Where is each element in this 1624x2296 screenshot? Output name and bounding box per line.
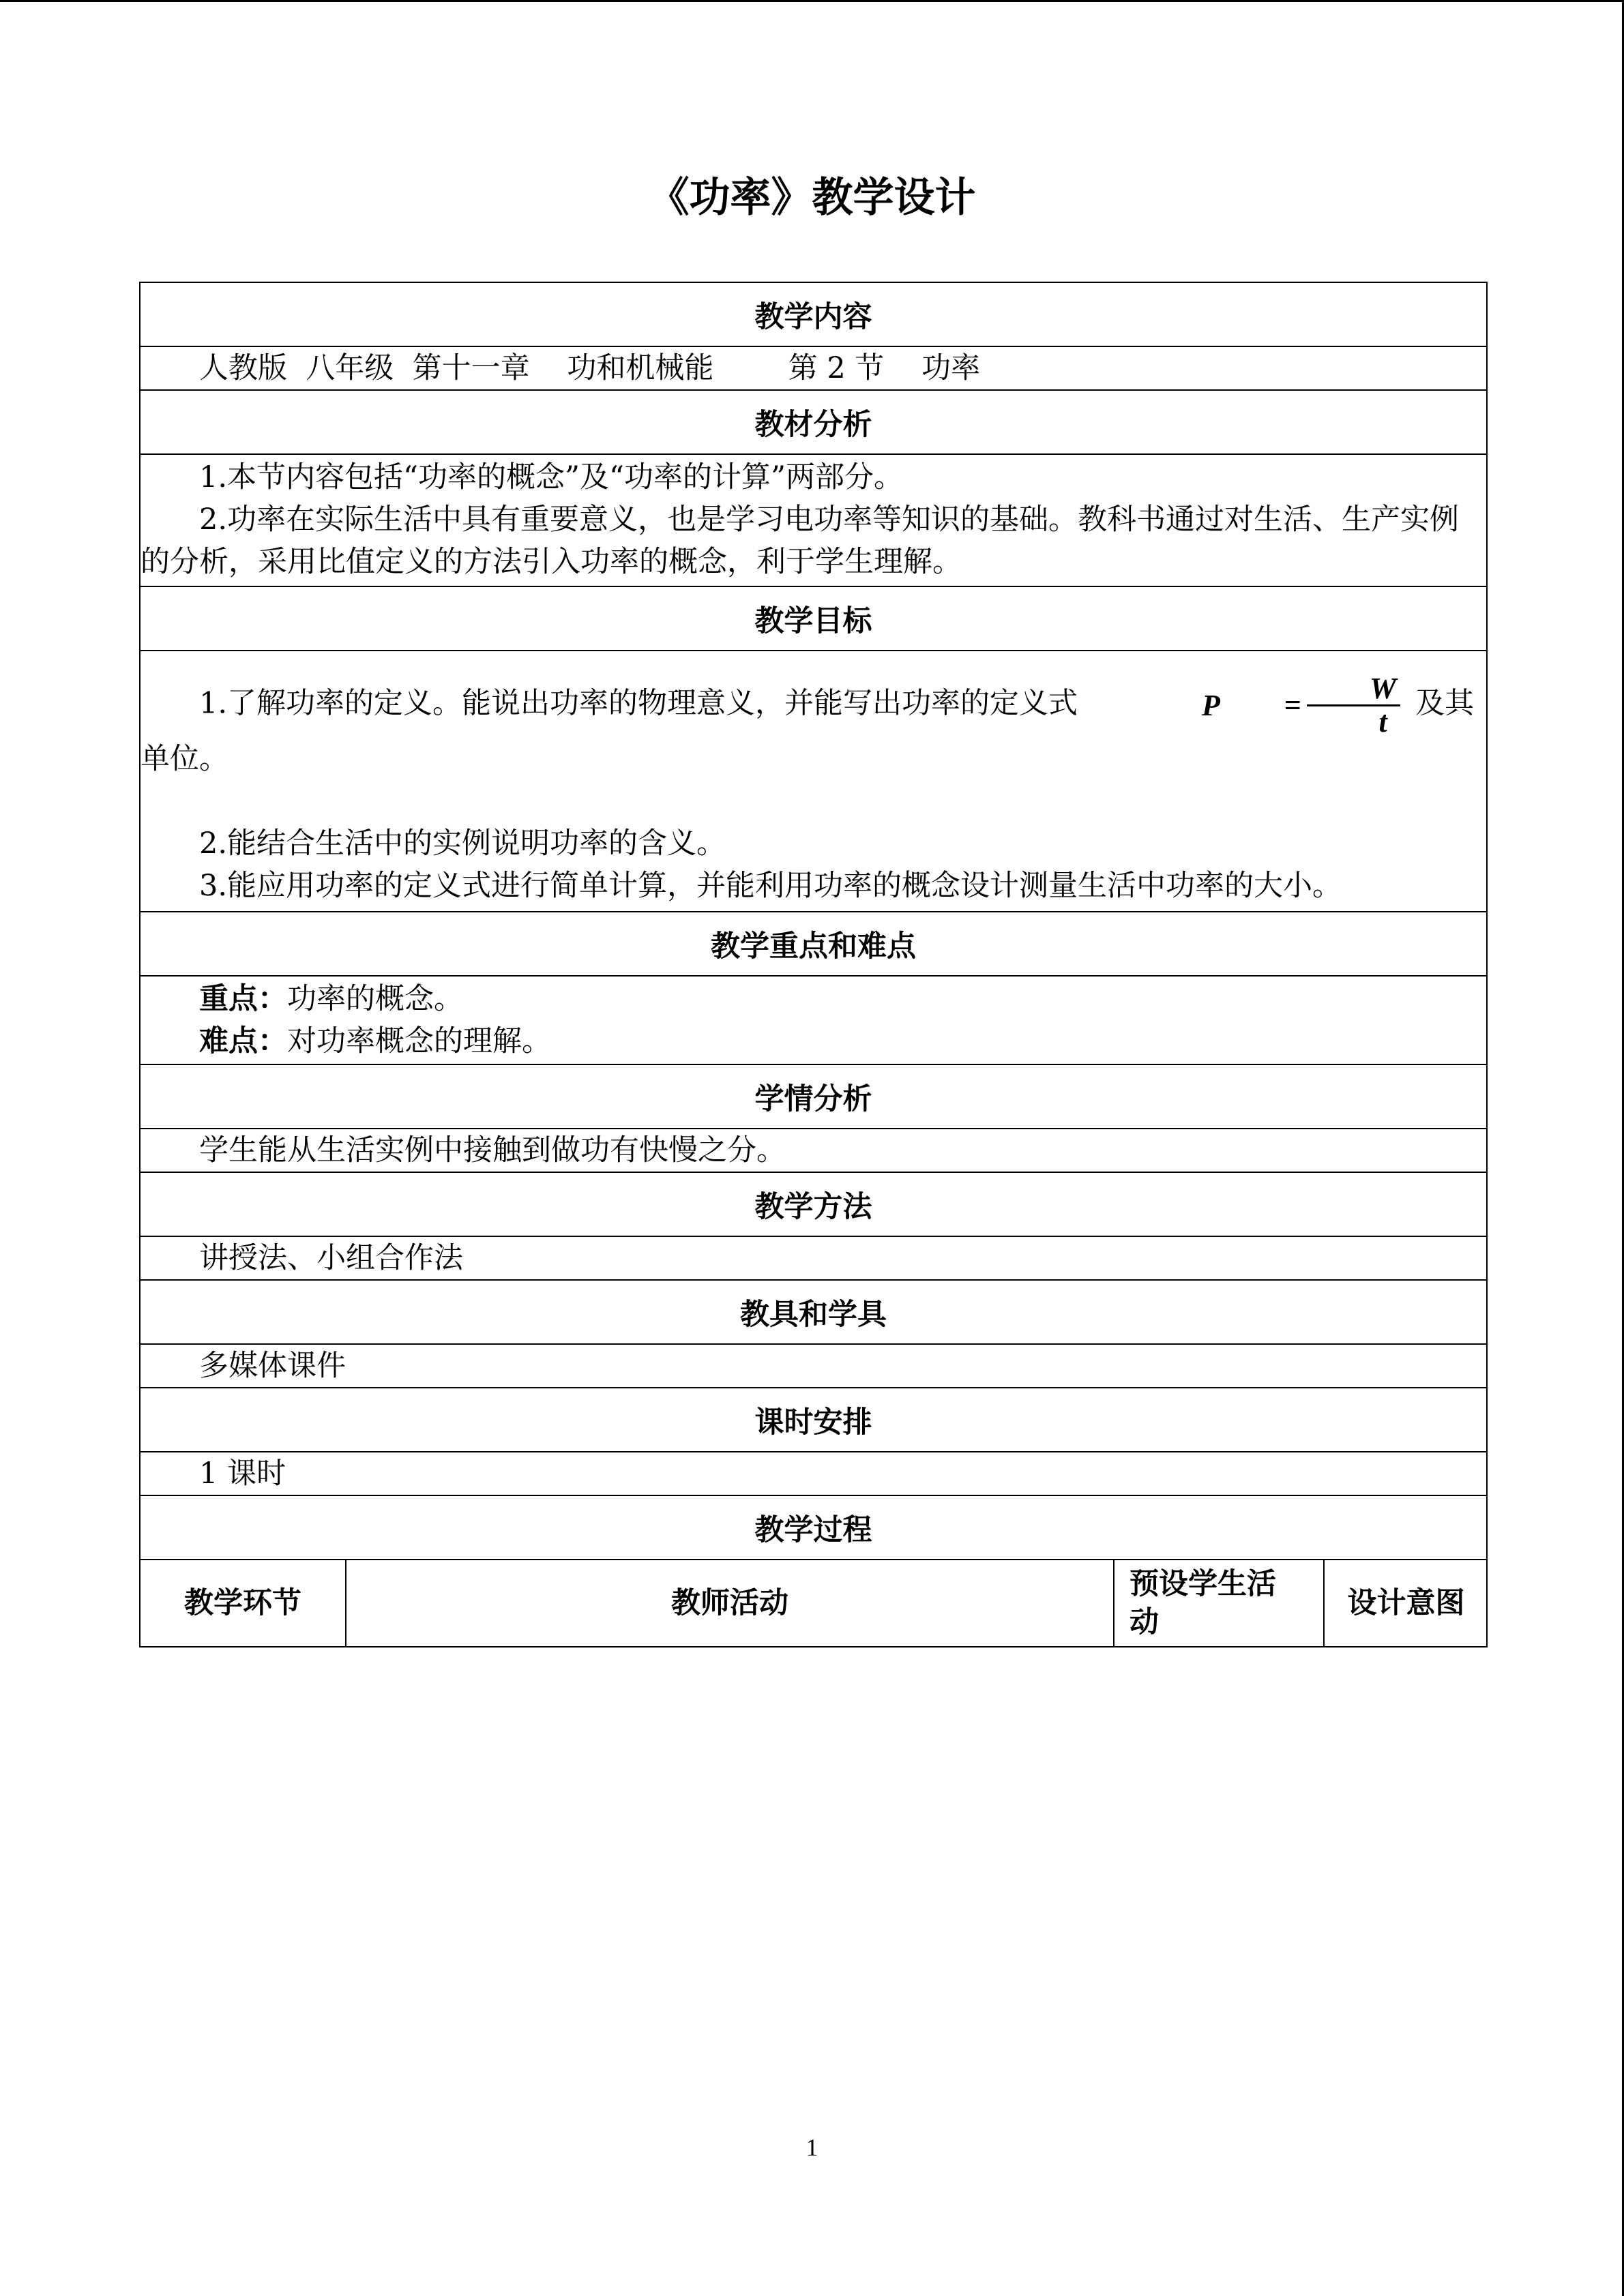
difficult-text: 对功率概念的理解。 [287,1024,551,1058]
document-title: 《功率》教学设计 [648,174,976,222]
schedule-text: 1 课时 [199,1457,286,1491]
methods-cell [140,1236,1487,1280]
section-header-methods: 教学方法 [140,1172,1487,1236]
section-header-content: 教学内容 [140,282,1487,346]
process-column-teacher: 教师活动 [346,1560,1114,1646]
difficult-point-line [141,1020,1486,1062]
methods-text: 讲授法、小组合作法 [199,1241,463,1275]
formula-numerator: W [1307,673,1400,706]
students-cell [140,1129,1487,1172]
section-header-material: 教材分析 [140,390,1487,454]
goals-paragraph-3: 3.能应用功率的定义式进行简单计算，并能利用功率的概念设计测量生活中功率的大小。 [199,869,1342,903]
material-paragraph-2: 2.功率在实际生活中具有重要意义，也是学习电功率等知识的基础。教科书通过对生活、生产实例的分析，采用比值定义的方法引入功率的概念，利于学生理解。 [141,503,1460,579]
goals-paragraph-1 [141,673,1486,780]
material-cell [140,454,1487,586]
process-column-student: 预设学生活动 [1114,1560,1324,1646]
process-column-intent: 设计意图 [1324,1560,1488,1646]
students-text: 学生能从生活实例中接触到做功有快慢之分。 [199,1133,786,1167]
key-points-cell [140,976,1487,1064]
tools-text: 多媒体课件 [199,1349,346,1383]
section-header-key-points: 教学重点和难点 [140,912,1487,976]
content-cell [140,346,1487,390]
formula-lhs: P [1202,688,1220,722]
goals-paragraph-2: 2.能结合生活中的实例说明功率的含义。 [199,826,726,861]
key-label: 重点： [199,982,287,1016]
key-point-line [141,978,1486,1020]
section-header-goals: 教学目标 [140,586,1487,651]
section-header-schedule: 课时安排 [140,1388,1487,1452]
section-header-students: 学情分析 [140,1064,1487,1129]
section-header-process: 教学过程 [140,1495,1487,1560]
page-number: 1 [806,2134,818,2161]
material-paragraph-1: 1.本节内容包括“功率的概念”及“功率的计算”两部分。 [199,460,903,494]
goals-p1-after: 及其单位。 [141,686,1475,776]
difficult-label: 难点： [199,1024,287,1058]
goals-spacer [141,780,1486,822]
goals-p1-before: 1.了解功率的定义。能说出功率的物理意义，并能写出功率的定义式 [199,686,1078,721]
section-header-tools: 教具和学具 [140,1280,1487,1344]
tools-cell [140,1344,1487,1388]
lesson-plan-table [139,282,1488,1648]
schedule-cell [140,1452,1487,1495]
formula-equals: = [1284,688,1301,722]
page-border-top [0,0,1624,2]
formula-denominator: t [1378,705,1387,739]
key-text: 功率的概念。 [287,982,463,1016]
process-columns-table [141,1560,1488,1646]
power-formula [1084,673,1400,738]
goals-cell [140,651,1487,912]
content-text: 人教版 八年级 第十一章 功和机械能 第 2 节 功率 [199,351,981,385]
process-column-stage: 教学环节 [184,1586,301,1620]
process-columns-cell [140,1560,1487,1647]
formula-fraction [1307,673,1400,738]
